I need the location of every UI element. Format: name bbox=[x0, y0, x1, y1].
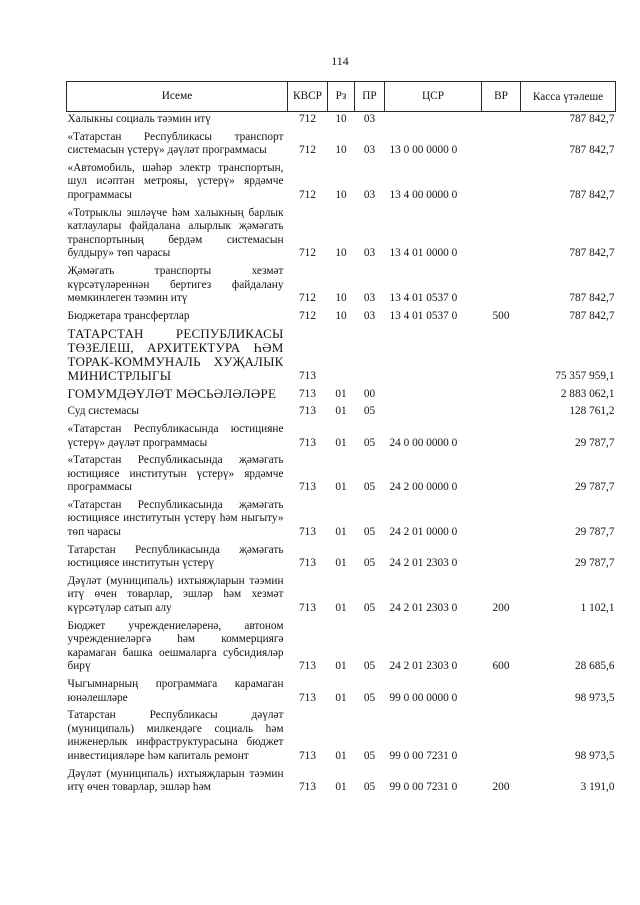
cell-vr: 500 bbox=[492, 309, 510, 322]
cell-pr: 05 bbox=[363, 691, 376, 704]
cell-pr bbox=[355, 326, 385, 386]
cell-csr: 24 2 01 2303 0 bbox=[389, 602, 458, 615]
table-row bbox=[67, 422, 616, 453]
cell-csr: 24 2 01 0000 0 bbox=[389, 526, 458, 539]
cell-name: Бюджет учреждениеләренә, автоном учреждениеләргә һәм коммерциягә карамаган башка оешмаларга субсидияләр бирү bbox=[67, 619, 284, 673]
cell-vr bbox=[482, 404, 521, 422]
cell-rz: 01 bbox=[335, 387, 347, 400]
cell-vr bbox=[482, 264, 521, 309]
cell-vr bbox=[482, 543, 521, 574]
cell-name: «Автомобиль, шәһәр электр транспортын, шул исәптән метрояы, үстерү» ярдәмче программасы bbox=[67, 161, 284, 201]
cell-kvsr: 712 bbox=[299, 309, 316, 322]
table-row bbox=[67, 130, 616, 161]
table-row bbox=[67, 386, 616, 404]
cell-rz: 01 bbox=[335, 436, 347, 449]
header-vr: ВР bbox=[482, 82, 521, 112]
table-row bbox=[67, 498, 616, 543]
cell-pr: 03 bbox=[363, 144, 376, 157]
cell-csr: 13 4 01 0537 0 bbox=[389, 292, 458, 305]
table-row bbox=[67, 708, 616, 766]
table-row bbox=[67, 326, 616, 386]
cell-name: Суд системасы bbox=[67, 405, 139, 418]
cell-pr: 05 bbox=[363, 557, 376, 570]
cell-kvsr: 713 bbox=[299, 781, 316, 794]
cell-amount: 29 787,7 bbox=[574, 557, 615, 570]
cell-amount: 29 787,7 bbox=[574, 436, 615, 449]
cell-pr: 05 bbox=[363, 749, 376, 762]
table-row bbox=[67, 309, 616, 327]
cell-rz: 10 bbox=[335, 144, 347, 157]
cell-vr bbox=[482, 498, 521, 543]
cell-kvsr: 713 bbox=[299, 602, 316, 615]
page-number: 114 bbox=[331, 54, 349, 68]
cell-vr bbox=[482, 386, 521, 404]
cell-pr: 03 bbox=[363, 309, 376, 322]
cell-amount: 787 842,7 bbox=[569, 188, 615, 201]
cell-kvsr: 713 bbox=[299, 526, 316, 539]
cell-rz: 01 bbox=[335, 602, 347, 615]
cell-name: «Татарстан Республикасында юстицияне үстерү» дәүләт программасы bbox=[67, 422, 284, 449]
cell-name: Дәүләт (муниципаль) ихтыяҗларын тәэмин итү өчен товарлар, эшләр һәм bbox=[67, 767, 284, 794]
cell-amount: 2 883 062,1 bbox=[560, 387, 615, 400]
cell-kvsr: 713 bbox=[299, 660, 316, 673]
cell-kvsr: 712 bbox=[299, 292, 316, 305]
cell-kvsr: 712 bbox=[299, 113, 316, 125]
cell-csr: 99 0 00 7231 0 bbox=[389, 749, 458, 762]
cell-rz: 01 bbox=[335, 557, 347, 570]
cell-rz: 10 bbox=[335, 188, 347, 201]
cell-amount: 75 357 959,1 bbox=[555, 369, 615, 382]
cell-vr bbox=[482, 130, 521, 161]
cell-csr: 24 0 00 0000 0 bbox=[389, 436, 458, 449]
cell-name: Җәмәгать транспорты хезмәт күрсәтүләреннән бертигез файдалану мөмкинлеген тәэмин итү bbox=[67, 264, 284, 305]
cell-rz: 10 bbox=[335, 292, 347, 305]
cell-kvsr: 713 bbox=[299, 387, 316, 400]
table-row bbox=[67, 206, 616, 264]
table-row bbox=[67, 112, 616, 130]
cell-name: Бюджетара трансфертлар bbox=[67, 309, 190, 322]
cell-rz: 01 bbox=[335, 405, 347, 418]
cell-vr bbox=[482, 422, 521, 453]
budget-table-sheet bbox=[66, 81, 615, 798]
cell-kvsr: 713 bbox=[299, 691, 316, 704]
cell-amount: 1 102,1 bbox=[580, 602, 615, 615]
cell-amount: 98 973,5 bbox=[574, 749, 615, 762]
cell-amount: 3 191,0 bbox=[580, 781, 615, 794]
cell-csr: 99 0 00 0000 0 bbox=[389, 691, 458, 704]
cell-csr: 13 4 00 0000 0 bbox=[389, 188, 458, 201]
cell-pr: 05 bbox=[363, 602, 376, 615]
cell-name: «Татарстан Республикасында җәмәгать юстициясе институтын үстерү» ярдәмче программасы bbox=[67, 454, 284, 494]
cell-kvsr: 713 bbox=[299, 369, 316, 382]
cell-csr: 13 0 00 0000 0 bbox=[389, 144, 458, 157]
table-body bbox=[67, 112, 616, 798]
cell-kvsr: 713 bbox=[299, 436, 316, 449]
cell-vr: 600 bbox=[492, 660, 510, 673]
cell-amount: 787 842,7 bbox=[569, 247, 615, 260]
cell-kvsr: 712 bbox=[299, 247, 316, 260]
table-row bbox=[67, 677, 616, 708]
cell-amount: 787 842,7 bbox=[569, 292, 615, 305]
cell-rz: 01 bbox=[335, 781, 347, 794]
cell-name: Татарстан Республикасында җәмәгать юстициясе институтын үстерү bbox=[67, 543, 284, 570]
cell-vr bbox=[482, 326, 521, 386]
cell-amount: 29 787,7 bbox=[574, 526, 615, 539]
cell-rz: 01 bbox=[335, 481, 347, 494]
cell-rz bbox=[328, 326, 355, 386]
cell-pr: 05 bbox=[363, 405, 376, 418]
table-row bbox=[67, 767, 616, 798]
cell-vr bbox=[482, 161, 521, 206]
header-rz: Рз bbox=[328, 82, 355, 112]
cell-rz: 01 bbox=[335, 526, 347, 539]
cell-pr: 03 bbox=[363, 247, 376, 260]
cell-kvsr: 713 bbox=[299, 405, 316, 418]
cell-vr: 200 bbox=[492, 602, 510, 615]
cell-name: «Татарстан Республикасында җәмәгать юстициясе институтын үстерү һәм ныгыту» төп чарасы bbox=[67, 498, 284, 539]
cell-pr: 00 bbox=[363, 387, 376, 400]
cell-amount: 98 973,5 bbox=[574, 691, 615, 704]
cell-name: «Тотрыклы эшләүче һәм халыкның барлык катлаулары файдалана алырлык җәмәгать транспортының бердәм системасын булдыру» төп чарасы bbox=[67, 206, 284, 260]
cell-rz: 01 bbox=[335, 660, 347, 673]
cell-name: Дәүләт (муниципаль) ихтыяҗларын тәэмин итү өчен товарлар, эшләр һәм хезмәт күрсәтүләр сатып алу bbox=[67, 574, 284, 615]
header-name: Исеме bbox=[67, 82, 288, 112]
cell-name: ТАТАРСТАН РЕСПУБЛИКАСЫ ТӨЗЕЛЕШ, АРХИТЕКТУРА ҺӘМ ТОРАК-КОММУНАЛЬ ХУҖАЛЫК МИНИСТРЛЫГЫ bbox=[67, 326, 284, 384]
cell-csr bbox=[385, 404, 482, 422]
cell-csr: 24 2 00 0000 0 bbox=[389, 481, 458, 494]
cell-pr: 05 bbox=[363, 481, 376, 494]
cell-csr bbox=[385, 326, 482, 386]
cell-pr: 03 bbox=[363, 292, 376, 305]
cell-csr: 99 0 00 7231 0 bbox=[389, 781, 458, 794]
cell-vr bbox=[482, 112, 521, 130]
cell-kvsr: 713 bbox=[299, 749, 316, 762]
cell-vr bbox=[482, 453, 521, 498]
cell-vr: 200 bbox=[492, 781, 510, 794]
cell-rz: 10 bbox=[335, 247, 347, 260]
table-header bbox=[67, 82, 616, 112]
cell-csr bbox=[385, 386, 482, 404]
header-kassa: Касса үтәлеше bbox=[521, 82, 616, 112]
cell-kvsr: 713 bbox=[299, 557, 316, 570]
table-row bbox=[67, 404, 616, 422]
cell-name: Чыгымнарның программага карамаган юнәлешләре bbox=[67, 678, 284, 704]
budget-table bbox=[66, 81, 616, 798]
table-row bbox=[67, 264, 616, 309]
cell-pr: 03 bbox=[363, 113, 376, 125]
header-pr: ПР bbox=[355, 82, 385, 112]
cell-kvsr: 713 bbox=[299, 481, 316, 494]
cell-csr: 24 2 01 2303 0 bbox=[389, 660, 458, 673]
cell-pr: 03 bbox=[363, 188, 376, 201]
cell-rz: 01 bbox=[335, 749, 347, 762]
table-row bbox=[67, 543, 616, 574]
cell-name: Татарстан Республикасы дәүләт (муниципаль) милкендәге социаль һәм инженерлык инфраструктурасына бюджет инвестицияләре һәм капиталь ремонт bbox=[67, 709, 284, 762]
cell-pr: 05 bbox=[363, 781, 376, 794]
cell-amount: 28 685,6 bbox=[574, 660, 615, 673]
cell-vr bbox=[482, 708, 521, 766]
cell-kvsr: 712 bbox=[299, 188, 316, 201]
cell-amount: 787 842,7 bbox=[569, 113, 615, 125]
table-row bbox=[67, 453, 616, 498]
cell-pr: 05 bbox=[363, 436, 376, 449]
cell-csr bbox=[385, 112, 482, 130]
cell-amount: 787 842,7 bbox=[569, 309, 615, 322]
cell-vr bbox=[482, 206, 521, 264]
header-kvsr: КВСР bbox=[288, 82, 328, 112]
cell-rz: 10 bbox=[335, 309, 347, 322]
cell-rz: 01 bbox=[335, 691, 347, 704]
cell-kvsr: 712 bbox=[299, 144, 316, 157]
cell-rz: 10 bbox=[335, 113, 347, 125]
cell-amount: 128 761,2 bbox=[569, 405, 615, 418]
table-row bbox=[67, 619, 616, 677]
cell-name: Халыкны социаль тәэмин итү bbox=[67, 113, 211, 125]
header-csr: ЦСР bbox=[385, 82, 482, 112]
cell-pr: 05 bbox=[363, 660, 376, 673]
cell-vr bbox=[482, 677, 521, 708]
cell-amount: 787 842,7 bbox=[569, 144, 615, 157]
cell-csr: 13 4 01 0537 0 bbox=[389, 309, 458, 322]
cell-name: ГОМУМДӘҮЛӘТ МӘСЬӘЛӘЛӘРЕ bbox=[67, 386, 277, 402]
cell-name: «Татарстан Республикасы транспорт системасын үстерү» дәүләт программасы bbox=[67, 130, 284, 157]
table-row bbox=[67, 574, 616, 619]
cell-csr: 24 2 01 2303 0 bbox=[389, 557, 458, 570]
cell-pr: 05 bbox=[363, 526, 376, 539]
table-row bbox=[67, 161, 616, 206]
cell-amount: 29 787,7 bbox=[574, 481, 615, 494]
cell-csr: 13 4 01 0000 0 bbox=[389, 247, 458, 260]
